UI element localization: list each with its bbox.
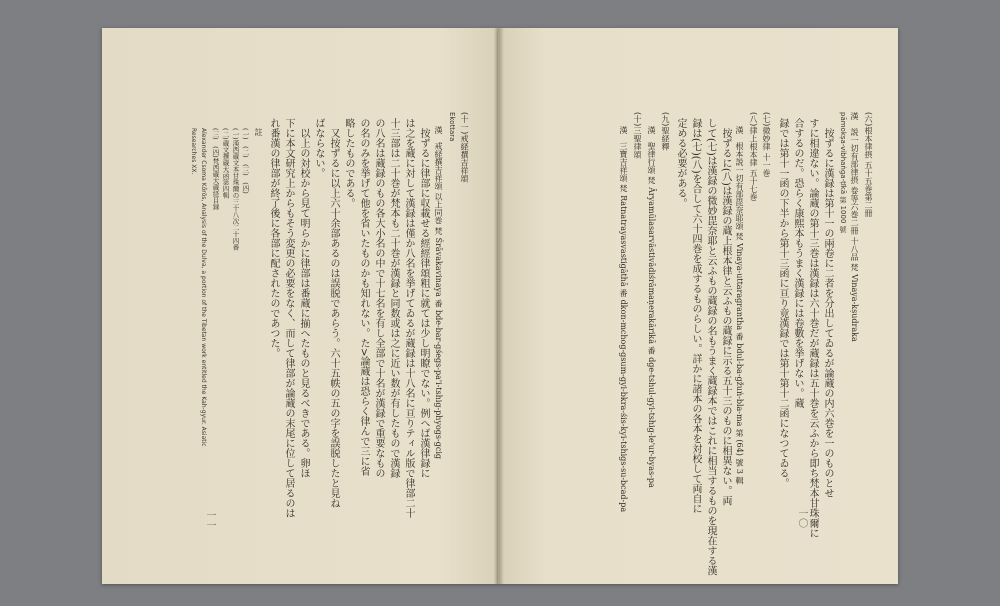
left-col-19: (三) (四)梵西蔵大蔵経目録 [211, 128, 220, 210]
right-col-8: (七)微妙律 十一巻 [762, 112, 771, 177]
right-col-4: 按ずるに漢録は第十一の兩卷に二者を分出してゐるが論蔵の内六巻を一のものとせ [822, 128, 833, 498]
left-col-4: 按ずるに律部に収載せる經經律頌粗に就ては少し明瞭でない。例へば漢律録に [418, 128, 429, 478]
right-page-number: 一〇 [796, 508, 807, 528]
right-col-18: 漢 三寶吉祥頌 梵 Ratnatrayasvastigāthā 番 dkon-mchog-gsum-gyi-bkra-śis-kyi-tshigs-su-bcad-pa [619, 126, 628, 513]
right-col-17: (十)三聖律頌 [633, 112, 642, 159]
left-col-16: (一) (二) (三) (四) [241, 128, 250, 194]
left-col-17: (一)漢西蔵文本甘珠爾の三十八次二十四番 [231, 128, 240, 251]
left-col-11: ばならない。 [313, 118, 324, 178]
left-col-8: の名のみを挙げて他を省いたものかも知れない。た>論蔵は恐らく律んで三に省 [358, 118, 369, 477]
right-col-9: (八)律上根本律 五十七巻 [749, 112, 758, 201]
left-col-18: (二)蔵文撰蔵大函第四輯 [221, 128, 230, 199]
left-col-2: Ekottara [448, 112, 456, 142]
left-col-9: 略したものである。 [343, 118, 354, 208]
right-col-2: 漢 説一切有部律摂 卷等六巻二冊 十八品 梵 Vinaya-kṣudraka [850, 112, 859, 342]
left-col-14: れ番漢の律部が終了後に各部に配されたのであつた。 [268, 118, 279, 358]
left-col-21: Researches XX. [190, 128, 197, 175]
left-col-10: 又按ずるに以上六十余部あるのは誤脱であらう。六十五帙の五の字を誤脱したと見ね [328, 128, 339, 508]
left-col-3: 漢 戒経撰吉祥頌 以上同巻 梵 Śrāvakavinaya 番 bde-bar-gśegs-pa'i-tshig-phyogs-gcig [434, 126, 443, 459]
open-book [102, 28, 898, 584]
left-col-12: 以上の対校から見て明らかに律部は番蔵に揃へたものと見るべきである。卵ほ [298, 128, 309, 478]
right-col-13: 録は(七)(八)を合して六十四巻を成するものらしい。詳かに諸本の各本を対校して両自に [690, 118, 701, 514]
right-col-7: 録では第十一函の下半から第十三函に亘り竟漢録では第十第十二函になつてゐる。 [777, 118, 788, 488]
left-col-5: は之を蔵に対して漢録は僅か八名を挙げてゐるが蔵録は十八名に亘りティル版で律部二十 [403, 118, 414, 518]
right-col-5: すに相違ない。論蔵の第十三巻は漢録は六十巻だが蔵録は五十巻を云ふから即ち梵本甘珠爾に [807, 118, 818, 538]
right-col-14: 定める必要がある。 [675, 118, 686, 208]
left-col-7: の八名は蔵録のもの各大小名の中で十七名を有し全部で十名が漢録で重要なもの [373, 118, 384, 478]
right-col-3: pāmokṣa-vibhaṅga-ṭīkā 第 1000 號 [839, 112, 847, 233]
left-col-20: Alexander Csoma Kőrös, Analysis of the Dulva, a portion of the Tibetan work entitled the Kah-gyur. Asiatic [200, 128, 207, 447]
left-col-6: 十三部は二十巻が梵本も二十巻が漢録と同数或は之に近い数が有したもので漢録 [388, 118, 399, 478]
left-page-number: 一一 [204, 510, 215, 530]
right-col-12: して(七)は漢録の微妙毘奈耶と云ふもの蔵録の名もうまく蔵録本ではこれに相当するものを現在する漢 [705, 118, 716, 576]
left-col-1: (十一)戒経撰吉祥頌 [460, 112, 469, 183]
left-col-13: 下に本文研究上からもそう変更の必要をなく、而して律部が論蔵の末尾に位して居るのは [283, 118, 294, 518]
right-col-15: (九)聖経釋 [661, 112, 670, 151]
right-col-16: 漢 聖律行頌 梵 Āryamūlasarvāstivādiśrāmaṇerakārikā 番 dge-tshul-gyi-tshig-le'ur-byas-pa [647, 126, 656, 488]
right-col-1: (六)根本律摂 五十五巻第二冊 [864, 112, 873, 217]
right-col-10: 漢 根本説一切有部毘奈耶頌 梵 Vinaya-uttaragrantha 番 bdul-ba-gžuṅ-bla-ma 第 (64) 號 3 輯 [735, 126, 744, 485]
right-col-6: 合するのだ。恐らく康熙本もうまく漢録には卷數を挙げない。蔵 [792, 118, 803, 408]
right-col-11: 按ずるに(八)は漢録の蔵上根本律と云ふもの蔵録に示る五十三のものに相異ない。両 [720, 128, 731, 506]
book-gutter [494, 28, 504, 584]
left-col-15: 註 [254, 128, 263, 136]
